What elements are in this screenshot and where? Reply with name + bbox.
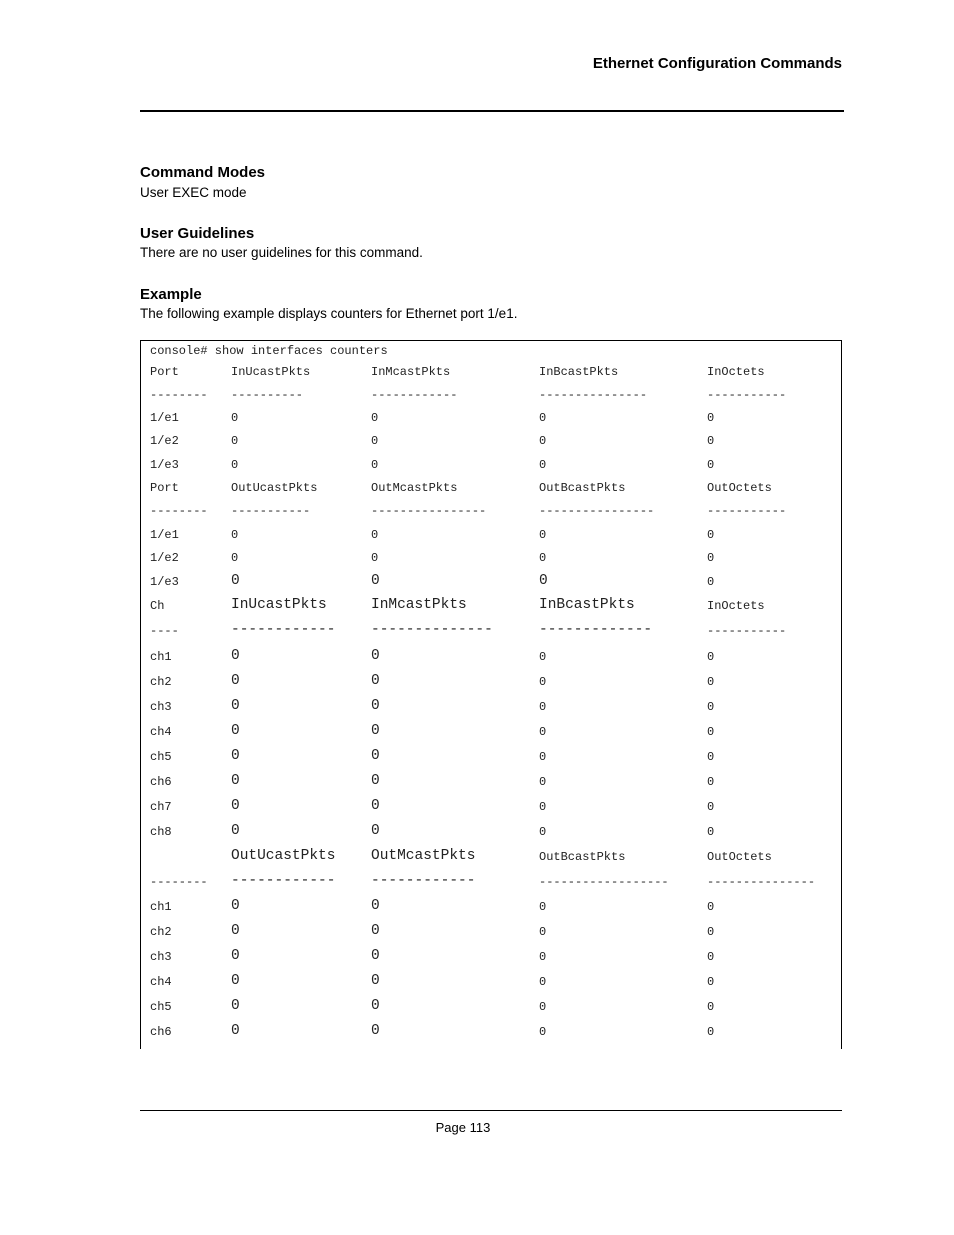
console-cell-port: ch1 <box>150 650 172 664</box>
console-cell-col2: 0 <box>371 1023 380 1039</box>
console-cell-port: ch4 <box>150 725 172 739</box>
console-row <box>141 551 841 571</box>
console-row <box>141 411 841 431</box>
footer-rule <box>140 1110 842 1111</box>
console-cell-col3: 0 <box>539 411 547 425</box>
console-cell-col1: 0 <box>231 823 240 839</box>
console-cell-port: 1/e2 <box>150 434 179 448</box>
console-cell-col1: 0 <box>231 434 239 448</box>
console-cell-col2: 0 <box>371 458 379 472</box>
console-cell-col4: ----------- <box>707 388 787 402</box>
console-row <box>141 388 841 408</box>
console-cell-col1: ---------- <box>231 388 304 402</box>
console-cell-col1: 0 <box>231 923 240 939</box>
console-cell-col3: 0 <box>539 434 547 448</box>
console-cell-col4: 0 <box>707 775 715 789</box>
console-cell-col3: 0 <box>539 573 548 589</box>
console-cell-col2: ------------ <box>371 873 476 889</box>
console-cell-col4: 0 <box>707 700 715 714</box>
console-cell-col4: 0 <box>707 825 715 839</box>
console-row <box>141 528 841 548</box>
console-cell-col4: --------------- <box>707 875 816 889</box>
console-cell-col3: OutBcastPkts <box>539 481 626 495</box>
console-cell-port: Port <box>150 365 179 379</box>
console-cell-col2: 0 <box>371 573 380 589</box>
console-row <box>141 504 841 524</box>
console-command: console# show interfaces counters <box>150 344 388 358</box>
console-cell-col4: 0 <box>707 411 715 425</box>
console-cell-col4: 0 <box>707 650 715 664</box>
console-cell-col4: InOctets <box>707 365 765 379</box>
console-cell-port: -------- <box>150 504 208 518</box>
console-cell-port: ch6 <box>150 775 172 789</box>
console-cell-col3: OutBcastPkts <box>539 850 626 864</box>
console-row <box>141 925 841 945</box>
console-cell-col3: 0 <box>539 528 547 542</box>
console-row <box>141 458 841 478</box>
user-guidelines-text: There are no user guidelines for this command. <box>140 245 423 260</box>
console-cell-col2: 0 <box>371 434 379 448</box>
console-cell-col2: 0 <box>371 698 380 714</box>
console-cell-col3: 0 <box>539 458 547 472</box>
console-cell-col4: InOctets <box>707 599 765 613</box>
console-cell-col3: 0 <box>539 825 547 839</box>
console-cell-col1: 0 <box>231 948 240 964</box>
console-cell-port: Ch <box>150 599 165 613</box>
console-cell-col4: 0 <box>707 1025 715 1039</box>
console-row <box>141 950 841 970</box>
console-cell-col4: 0 <box>707 551 715 565</box>
console-row <box>141 434 841 454</box>
console-cell-col3: 0 <box>539 950 547 964</box>
console-cell-col4: 0 <box>707 725 715 739</box>
console-cell-port: 1/e3 <box>150 458 179 472</box>
console-cell-col4: 0 <box>707 528 715 542</box>
console-cell-col3: 0 <box>539 700 547 714</box>
console-cell-col4: 0 <box>707 900 715 914</box>
command-modes-text: User EXEC mode <box>140 185 247 200</box>
console-cell-col2: ------------ <box>371 388 458 402</box>
console-cell-col2: 0 <box>371 948 380 964</box>
console-cell-col2: 0 <box>371 998 380 1014</box>
console-cell-port: ch7 <box>150 800 172 814</box>
console-row <box>141 875 841 895</box>
console-cell-col2: InMcastPkts <box>371 597 467 613</box>
console-cell-col4: 0 <box>707 975 715 989</box>
console-cell-col3: 0 <box>539 900 547 914</box>
console-cell-col4: 0 <box>707 950 715 964</box>
user-guidelines-heading: User Guidelines <box>140 225 255 242</box>
console-cell-col2: 0 <box>371 411 379 425</box>
console-cell-col3: 0 <box>539 925 547 939</box>
command-modes-heading: Command Modes <box>140 164 266 181</box>
console-cell-col1: 0 <box>231 748 240 764</box>
console-cell-col1: 0 <box>231 773 240 789</box>
example-text: The following example displays counters for Ethernet port 1/e1. <box>140 306 518 321</box>
console-cell-port: ch2 <box>150 925 172 939</box>
console-cell-port: ch6 <box>150 1025 172 1039</box>
console-cell-col4: OutOctets <box>707 481 772 495</box>
console-cell-port: ch5 <box>150 750 172 764</box>
console-cell-col1: 0 <box>231 551 239 565</box>
console-row <box>141 975 841 995</box>
console-cell-col2: OutMcastPkts <box>371 848 476 864</box>
console-cell-col2: OutMcastPkts <box>371 481 458 495</box>
console-row <box>141 481 841 501</box>
console-row <box>141 575 841 595</box>
console-cell-col3: 0 <box>539 675 547 689</box>
console-cell-col4: ----------- <box>707 624 787 638</box>
console-cell-col1: 0 <box>231 411 239 425</box>
page-number: Page 113 <box>435 1120 491 1135</box>
console-cell-col2: 0 <box>371 923 380 939</box>
console-cell-col4: ----------- <box>707 504 787 518</box>
console-cell-port: -------- <box>150 875 208 889</box>
console-cell-col4: 0 <box>707 750 715 764</box>
console-cell-col3: ------------- <box>539 622 653 638</box>
console-row <box>141 624 841 644</box>
console-row <box>141 700 841 720</box>
console-cell-col3: --------------- <box>539 388 648 402</box>
header-rule <box>140 110 844 112</box>
console-cell-port: 1/e1 <box>150 528 179 542</box>
console-row <box>141 650 841 670</box>
console-cell-col3: ---------------- <box>539 504 655 518</box>
console-row <box>141 750 841 770</box>
console-cell-col1: 0 <box>231 528 239 542</box>
console-cell-port: 1/e2 <box>150 551 179 565</box>
console-cell-col3: 0 <box>539 650 547 664</box>
console-cell-col2: 0 <box>371 973 380 989</box>
console-cell-col2: -------------- <box>371 622 493 638</box>
console-cell-col1: ------------ <box>231 622 336 638</box>
console-cell-col1: ------------ <box>231 873 336 889</box>
console-cell-col2: 0 <box>371 648 380 664</box>
console-cell-col3: 0 <box>539 1000 547 1014</box>
console-cell-col4: 0 <box>707 925 715 939</box>
console-cell-col4: 0 <box>707 1000 715 1014</box>
console-row <box>141 365 841 385</box>
console-cell-port: 1/e3 <box>150 575 179 589</box>
console-cell-col3: 0 <box>539 551 547 565</box>
console-cell-col1: 0 <box>231 798 240 814</box>
console-cell-port: ch8 <box>150 825 172 839</box>
console-cell-col4: 0 <box>707 675 715 689</box>
console-cell-port: ch4 <box>150 975 172 989</box>
console-cell-col3: InBcastPkts <box>539 597 635 613</box>
console-cell-col2: 0 <box>371 551 379 565</box>
console-cell-col3: 0 <box>539 800 547 814</box>
running-header: Ethernet Configuration Commands <box>592 55 842 72</box>
console-row <box>141 825 841 845</box>
console-row <box>141 800 841 820</box>
console-cell-col1: 0 <box>231 1023 240 1039</box>
console-cell-col1: 0 <box>231 458 239 472</box>
console-cell-col3: 0 <box>539 775 547 789</box>
console-cell-col1: OutUcastPkts <box>231 848 336 864</box>
console-cell-col3: 0 <box>539 975 547 989</box>
console-cell-col4: 0 <box>707 434 715 448</box>
console-cell-col3: ------------------ <box>539 875 669 889</box>
console-cell-col2: 0 <box>371 798 380 814</box>
console-cell-port: ch1 <box>150 900 172 914</box>
console-cell-col1: InUcastPkts <box>231 597 327 613</box>
console-row <box>141 599 841 619</box>
console-cell-col3: 0 <box>539 1025 547 1039</box>
console-cell-col4: OutOctets <box>707 850 772 864</box>
console-cell-col1: 0 <box>231 998 240 1014</box>
console-cell-col2: 0 <box>371 823 380 839</box>
console-cell-port: 1/e1 <box>150 411 179 425</box>
console-cell-col2: 0 <box>371 673 380 689</box>
console-cell-port: ch2 <box>150 675 172 689</box>
console-cell-col2: 0 <box>371 528 379 542</box>
console-cell-col2: InMcastPkts <box>371 365 451 379</box>
console-cell-col2: 0 <box>371 773 380 789</box>
console-cell-port: -------- <box>150 388 208 402</box>
console-cell-col4: 0 <box>707 575 715 589</box>
console-cell-col1: 0 <box>231 723 240 739</box>
console-cell-col1: 0 <box>231 648 240 664</box>
console-cell-col3: 0 <box>539 750 547 764</box>
console-row <box>141 775 841 795</box>
console-cell-port: ---- <box>150 624 179 638</box>
console-cell-col3: InBcastPkts <box>539 365 619 379</box>
console-cell-port: ch3 <box>150 950 172 964</box>
console-cell-col1: OutUcastPkts <box>231 481 318 495</box>
console-cell-col1: ----------- <box>231 504 311 518</box>
console-cell-col1: 0 <box>231 898 240 914</box>
console-cell-port: Port <box>150 481 179 495</box>
console-row <box>141 900 841 920</box>
example-heading: Example <box>140 286 202 303</box>
console-cell-port: ch5 <box>150 1000 172 1014</box>
console-cell-col2: 0 <box>371 723 380 739</box>
console-row <box>141 1025 841 1045</box>
console-row <box>141 850 841 870</box>
console-cell-col1: 0 <box>231 673 240 689</box>
console-cell-col1: InUcastPkts <box>231 365 311 379</box>
console-cell-col4: 0 <box>707 800 715 814</box>
console-row <box>141 675 841 695</box>
console-cell-col2: 0 <box>371 898 380 914</box>
console-row <box>141 1000 841 1020</box>
console-row <box>141 725 841 745</box>
console-cell-col1: 0 <box>231 973 240 989</box>
console-cell-col2: ---------------- <box>371 504 487 518</box>
console-cell-col1: 0 <box>231 698 240 714</box>
console-cell-col3: 0 <box>539 725 547 739</box>
console-cell-col2: 0 <box>371 748 380 764</box>
console-output-box <box>140 340 842 1049</box>
console-cell-col1: 0 <box>231 573 240 589</box>
console-cell-port: ch3 <box>150 700 172 714</box>
console-cell-col4: 0 <box>707 458 715 472</box>
